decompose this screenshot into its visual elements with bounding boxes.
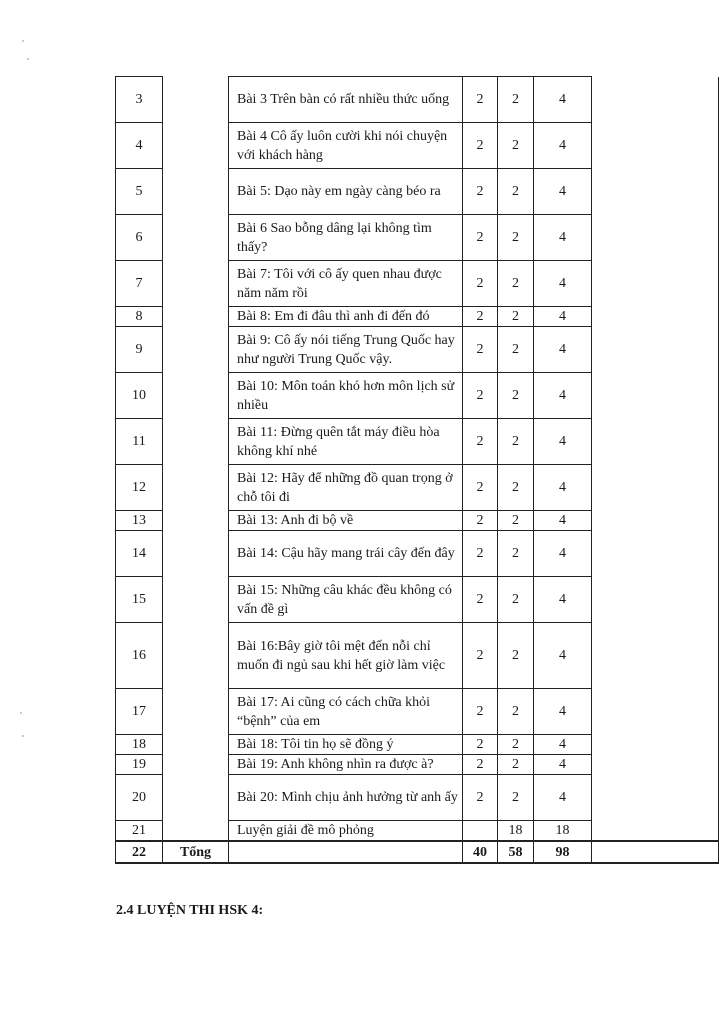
row-number: 7 — [116, 261, 163, 307]
hours-col-1: 2 — [463, 307, 498, 327]
row-number: 9 — [116, 327, 163, 373]
hours-col-2: 2 — [498, 419, 534, 465]
hours-col-2: 2 — [498, 261, 534, 307]
lesson-title: Luyện giải đề mô phỏng — [229, 821, 463, 842]
lesson-title: Bài 19: Anh không nhìn ra được à? — [229, 755, 463, 775]
row-number: 3 — [116, 77, 163, 123]
hours-col-1: 2 — [463, 77, 498, 123]
lesson-title: Bài 13: Anh đi bộ về — [229, 511, 463, 531]
hours-col-1: 2 — [463, 215, 498, 261]
hours-col-1: 2 — [463, 123, 498, 169]
hours-total: 4 — [534, 261, 592, 307]
hours-col-2: 18 — [498, 821, 534, 842]
lesson-title: Bài 7: Tôi với cô ấy quen nhau được năm năm rồi — [229, 261, 463, 307]
hours-col-2: 2 — [498, 623, 534, 689]
hours-col-1: 2 — [463, 735, 498, 755]
lesson-title: Bài 4 Cô ấy luôn cười khi nói chuyện với khách hàng — [229, 123, 463, 169]
hours-col-2: 2 — [498, 327, 534, 373]
row-number: 17 — [116, 689, 163, 735]
hours-total: 4 — [534, 465, 592, 511]
hours-total: 4 — [534, 419, 592, 465]
row-number: 12 — [116, 465, 163, 511]
total-col-3: 98 — [534, 841, 592, 863]
row-number: 20 — [116, 775, 163, 821]
hours-col-2: 2 — [498, 373, 534, 419]
total-label: Tổng — [163, 841, 229, 863]
total-notes-cell — [592, 841, 719, 863]
hours-col-2: 2 — [498, 169, 534, 215]
hours-total: 4 — [534, 307, 592, 327]
group-cell — [163, 77, 229, 842]
hours-col-1: 2 — [463, 169, 498, 215]
hours-col-1: 2 — [463, 577, 498, 623]
lesson-title: Bài 5: Dạo này em ngày càng béo ra — [229, 169, 463, 215]
hours-col-1 — [463, 821, 498, 842]
hours-total: 4 — [534, 689, 592, 735]
row-number: 10 — [116, 373, 163, 419]
lesson-title: Bài 20: Mình chịu ảnh hưởng từ anh ấy — [229, 775, 463, 821]
lesson-title: Bài 10: Môn toán khó hơn môn lịch sử nhiều — [229, 373, 463, 419]
hours-total: 4 — [534, 77, 592, 123]
hours-total: 18 — [534, 821, 592, 842]
hours-total: 4 — [534, 123, 592, 169]
hours-total: 4 — [534, 735, 592, 755]
hours-total: 4 — [534, 169, 592, 215]
notes-cell — [592, 77, 719, 842]
hours-col-1: 2 — [463, 689, 498, 735]
row-number: 16 — [116, 623, 163, 689]
hours-col-2: 2 — [498, 215, 534, 261]
hours-col-2: 2 — [498, 465, 534, 511]
table-body — [116, 77, 719, 864]
hours-total: 4 — [534, 623, 592, 689]
lesson-title: Bài 16:Bây giờ tôi mệt đến nỗi chỉ muốn đi ngủ sau khi hết giờ làm việc — [229, 623, 463, 689]
hours-col-1: 2 — [463, 261, 498, 307]
row-number: 5 — [116, 169, 163, 215]
hours-col-1: 2 — [463, 775, 498, 821]
lesson-title: Bài 11: Đừng quên tắt máy điều hòa không khí nhé — [229, 419, 463, 465]
total-col-1: 40 — [463, 841, 498, 863]
row-number: 21 — [116, 821, 163, 842]
lesson-title: Bài 8: Em đi đâu thì anh đi đến đó — [229, 307, 463, 327]
section-heading: 2.4 LUYỆN THI HSK 4: — [116, 903, 264, 918]
row-number: 11 — [116, 419, 163, 465]
row-number: 15 — [116, 577, 163, 623]
row-number: 19 — [116, 755, 163, 775]
hours-col-1: 2 — [463, 465, 498, 511]
row-number: 13 — [116, 511, 163, 531]
row-number: 18 — [116, 735, 163, 755]
row-number: 4 — [116, 123, 163, 169]
hours-total: 4 — [534, 511, 592, 531]
hours-total: 4 — [534, 775, 592, 821]
hours-total: 4 — [534, 755, 592, 775]
table-row — [116, 77, 719, 123]
hours-total: 4 — [534, 373, 592, 419]
lesson-title: Bài 15: Những câu khác đều không có vấn đề gì — [229, 577, 463, 623]
hours-col-2: 2 — [498, 307, 534, 327]
hours-col-2: 2 — [498, 689, 534, 735]
lesson-title: Bài 12: Hãy để những đồ quan trọng ở chỗ tôi đi — [229, 465, 463, 511]
hours-col-1: 2 — [463, 531, 498, 577]
hours-col-1: 2 — [463, 623, 498, 689]
hours-total: 4 — [534, 531, 592, 577]
hours-total: 4 — [534, 327, 592, 373]
hours-col-2: 2 — [498, 735, 534, 755]
row-number: 14 — [116, 531, 163, 577]
hours-col-2: 2 — [498, 77, 534, 123]
hours-col-2: 2 — [498, 531, 534, 577]
lesson-title: Bài 17: Ai cũng có cách chữa khỏi “bệnh” của em — [229, 689, 463, 735]
lesson-title: Bài 3 Trên bàn có rất nhiều thức uống — [229, 77, 463, 123]
row-number: 8 — [116, 307, 163, 327]
total-col-2: 58 — [498, 841, 534, 863]
hours-col-1: 2 — [463, 755, 498, 775]
lesson-title: Bài 6 Sao bỗng dâng lại không tìm thấy? — [229, 215, 463, 261]
hours-col-2: 2 — [498, 511, 534, 531]
hours-col-2: 2 — [498, 755, 534, 775]
curriculum-table — [115, 76, 719, 864]
hours-col-1: 2 — [463, 419, 498, 465]
row-number: 22 — [116, 841, 163, 863]
hours-total: 4 — [534, 215, 592, 261]
scan-speck — [20, 712, 22, 714]
total-row — [116, 841, 719, 863]
scan-speck — [22, 40, 24, 42]
hours-col-1: 2 — [463, 327, 498, 373]
total-empty-cell — [229, 841, 463, 863]
scan-speck — [27, 58, 29, 60]
row-number: 6 — [116, 215, 163, 261]
hours-col-2: 2 — [498, 577, 534, 623]
hours-total: 4 — [534, 577, 592, 623]
hours-col-1: 2 — [463, 511, 498, 531]
hours-col-1: 2 — [463, 373, 498, 419]
lesson-title: Bài 18: Tôi tin họ sẽ đồng ý — [229, 735, 463, 755]
lesson-title: Bài 14: Cậu hãy mang trái cây đến đây — [229, 531, 463, 577]
hours-col-2: 2 — [498, 123, 534, 169]
scan-speck — [22, 735, 24, 737]
lesson-title: Bài 9: Cô ấy nói tiếng Trung Quốc hay như người Trung Quốc vậy. — [229, 327, 463, 373]
hours-col-2: 2 — [498, 775, 534, 821]
